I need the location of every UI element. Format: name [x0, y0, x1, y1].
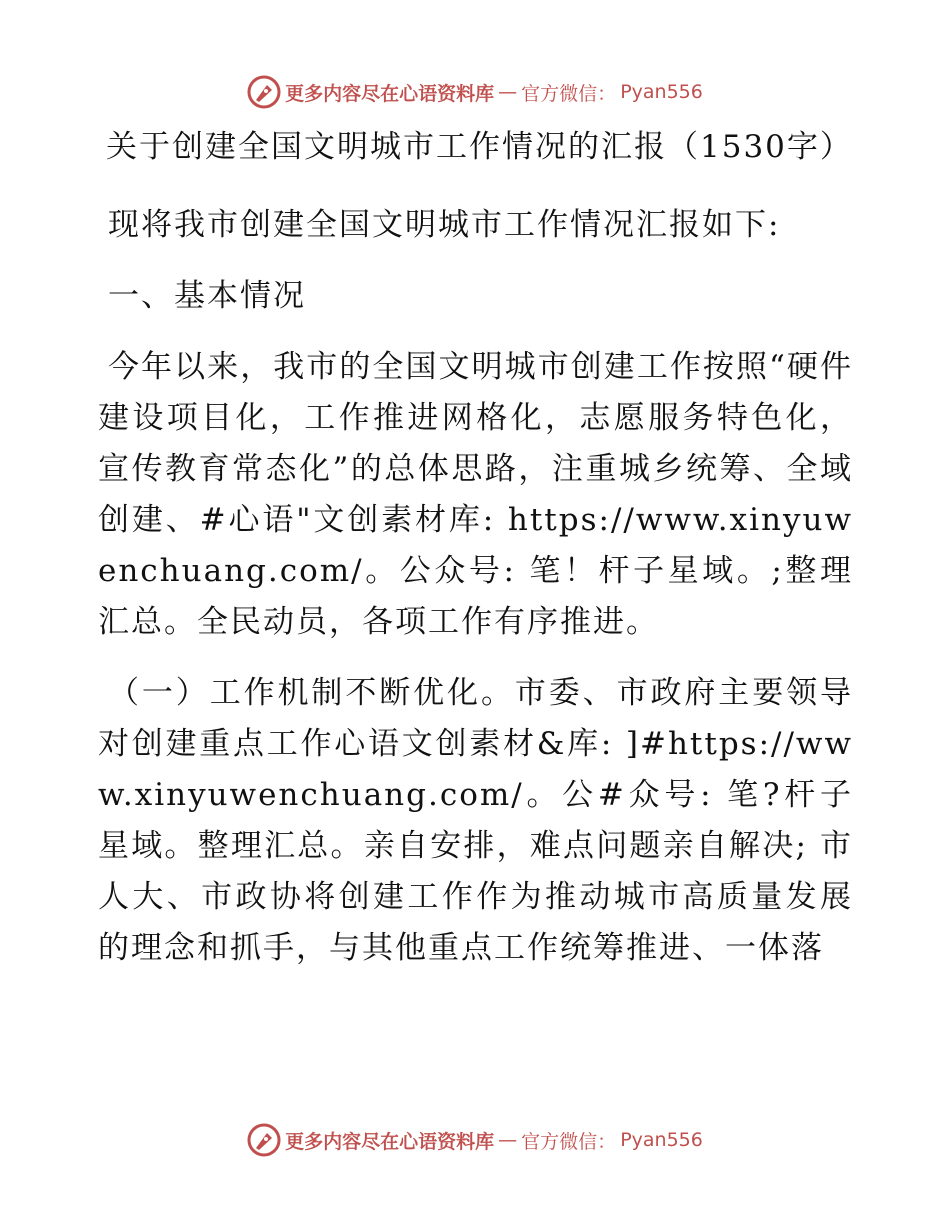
pen-nib-icon [247, 1123, 281, 1157]
watermark-official: 官方微信： [521, 82, 617, 105]
paragraph-1: 今年以来，我市的全国文明城市创建工作按照“硬件建设项目化，工作推进网格化，志愿服务特色化，宣传教育常态化”的总体思路，注重城乡统筹、全域创建、#心语"文创素材库: https://www.xinyuwenchuang.com/。公众号: 笔！杆子星域。;整理汇总。全民动员，各项工作有序推进。 [98, 349, 853, 640]
watermark-handle: Pyan556 [620, 81, 703, 103]
document-intro: 现将我市创建全国文明城市工作情况汇报如下: [108, 207, 781, 243]
paragraph-2: （一）工作机制不断优化。市委、市政府主要领导对创建重点工作心语文创素材&库: ]#https://www.xinyuwenchuang.com/。公#众号: 笔?杆子星域。整理汇总。亲自安排，难点问题亲自解决; 市人大、市政协将创建工作作为推动城市高质量发展的理念和抓手，与其他重点工作统筹推进、一体落 [98, 675, 853, 966]
watermark-handle: Pyan556 [620, 1129, 703, 1151]
watermark-official: 官方微信： [521, 1130, 617, 1153]
watermark-footer [0, 1120, 950, 1160]
pen-nib-icon [247, 75, 281, 109]
watermark-header [0, 72, 950, 112]
document-body [98, 122, 853, 974]
watermark-brand: 更多内容尽在心语资料库 [285, 82, 495, 105]
watermark-separator: — [498, 81, 518, 103]
watermark-brand: 更多内容尽在心语资料库 [285, 1130, 495, 1153]
section-heading: 一、基本情况 [108, 278, 306, 314]
watermark-separator: — [498, 1129, 518, 1151]
document-title: 关于创建全国文明城市工作情况的汇报（1530字） [106, 129, 853, 165]
